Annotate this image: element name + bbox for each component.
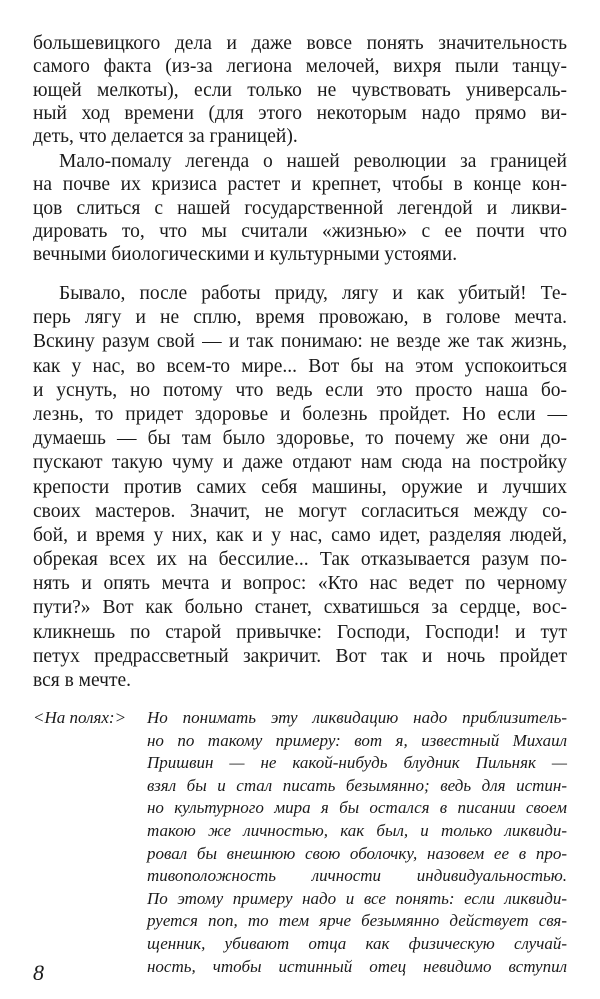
text-line: нять и опять мечта и вопрос: «Кто нас ведет по черному	[33, 573, 567, 595]
text-line: вечными биологическими и культурными устоями.	[33, 244, 458, 266]
text-line: своих мастеров. Значит, не могут согласиться между со-	[33, 500, 567, 522]
text-line: По этому примеру надо и все понять: если ликвиди-	[147, 888, 567, 908]
text-line: перь лягу и не сплю, время провожаю, в голове мечта.	[33, 307, 567, 329]
text-line: крепости против самих себя машины, оружие и лучших	[33, 476, 567, 498]
text-line: ность, чтобы истинный отец невидимо вступил	[147, 956, 567, 976]
text-line: Но понимать эту ликвидацию надо приблизитель-	[147, 708, 567, 727]
text-line: деть, что делается за границей).	[33, 126, 298, 148]
text-line: лезнь, то придет здоровье и болезнь пройдет. Но если —	[33, 403, 567, 425]
text-line: пути?» Вот как больно станет, схватишься за сердце, вос-	[33, 597, 567, 619]
text-line: Вскину разум свой — и так понимаю: не везде же так жизнь,	[33, 331, 567, 353]
text-line: ный ход времени (для этого некоторым надо прямо ви-	[33, 102, 567, 124]
text-line: кликнешь по старой привычке: Господи, Господи! и тут	[33, 621, 567, 643]
text-line: самого факта (из-за легиона мелочей, вихря пыли танцу-	[33, 56, 567, 78]
text-line: большевицкого дела и даже вовсе понять значительность	[33, 33, 567, 54]
text-line: пускают такую чуму и даже отдают нам сюда на постройку	[33, 452, 567, 474]
text-line: тивоположность личности индивидуальностью.	[147, 866, 567, 886]
page-number: 8	[33, 960, 44, 985]
text-line: думаешь — бы там было здоровье, то почему же они до-	[33, 428, 567, 450]
text-line: Мало-помалу легенда о нашей революции за границей	[59, 151, 567, 172]
text-line: такою же личностью, как был, и только ликвиди-	[147, 820, 567, 840]
text-line: как у нас, во всем-то мире... Вот бы на этом успокоиться	[33, 355, 567, 377]
paragraph-1	[33, 32, 567, 148]
text-line: ровал бы внешнюю свою оболочку, назовем ее в про-	[147, 843, 567, 863]
text-line: ющей мелкоты), если только не чувствовать универсаль-	[33, 79, 567, 101]
text-line: петух предрассветный закричит. Вот так и ночь пройдет	[33, 645, 567, 667]
text-line: руется поп, то тем ярче безымянно действует свя-	[147, 911, 567, 931]
text-line: обрекая всех их на бессилие... Так отказывается разум по-	[33, 549, 567, 571]
text-line: вся в мечте.	[33, 670, 132, 691]
margin-note	[147, 707, 567, 978]
text-line: Пришвин — не какой-нибудь блудник Пильняк —	[147, 753, 567, 773]
text-line: бой, и время у них, как и у нас, само идет, разделяя людей,	[33, 524, 567, 546]
paragraph-2	[33, 150, 567, 266]
text-line: дировать то, что мы считали «жизнью» с ее почти что	[33, 220, 567, 242]
text-line: щенник, убивают отца как физическую случай-	[147, 933, 567, 953]
paragraph-3	[33, 282, 567, 693]
text-line: и уснуть, но потому что ведь если это просто наша бо-	[33, 379, 567, 401]
margin-note-label: <На полях:>	[33, 708, 127, 727]
text-line: цов слиться с нашей государственной легендой и ликви-	[33, 197, 567, 219]
text-line: но культурного мира я бы остался в писании своем	[147, 798, 567, 818]
text-line: но по такому примеру: вот я, известный Михаил	[147, 730, 567, 750]
text-line: Бывало, после работы приду, лягу и как убитый! Те-	[59, 283, 567, 304]
text-line: взял бы и стал писать безымянно; ведь для истин-	[147, 775, 567, 795]
text-line: на почве их кризиса растет и крепнет, чтобы в конце кон-	[33, 174, 567, 196]
